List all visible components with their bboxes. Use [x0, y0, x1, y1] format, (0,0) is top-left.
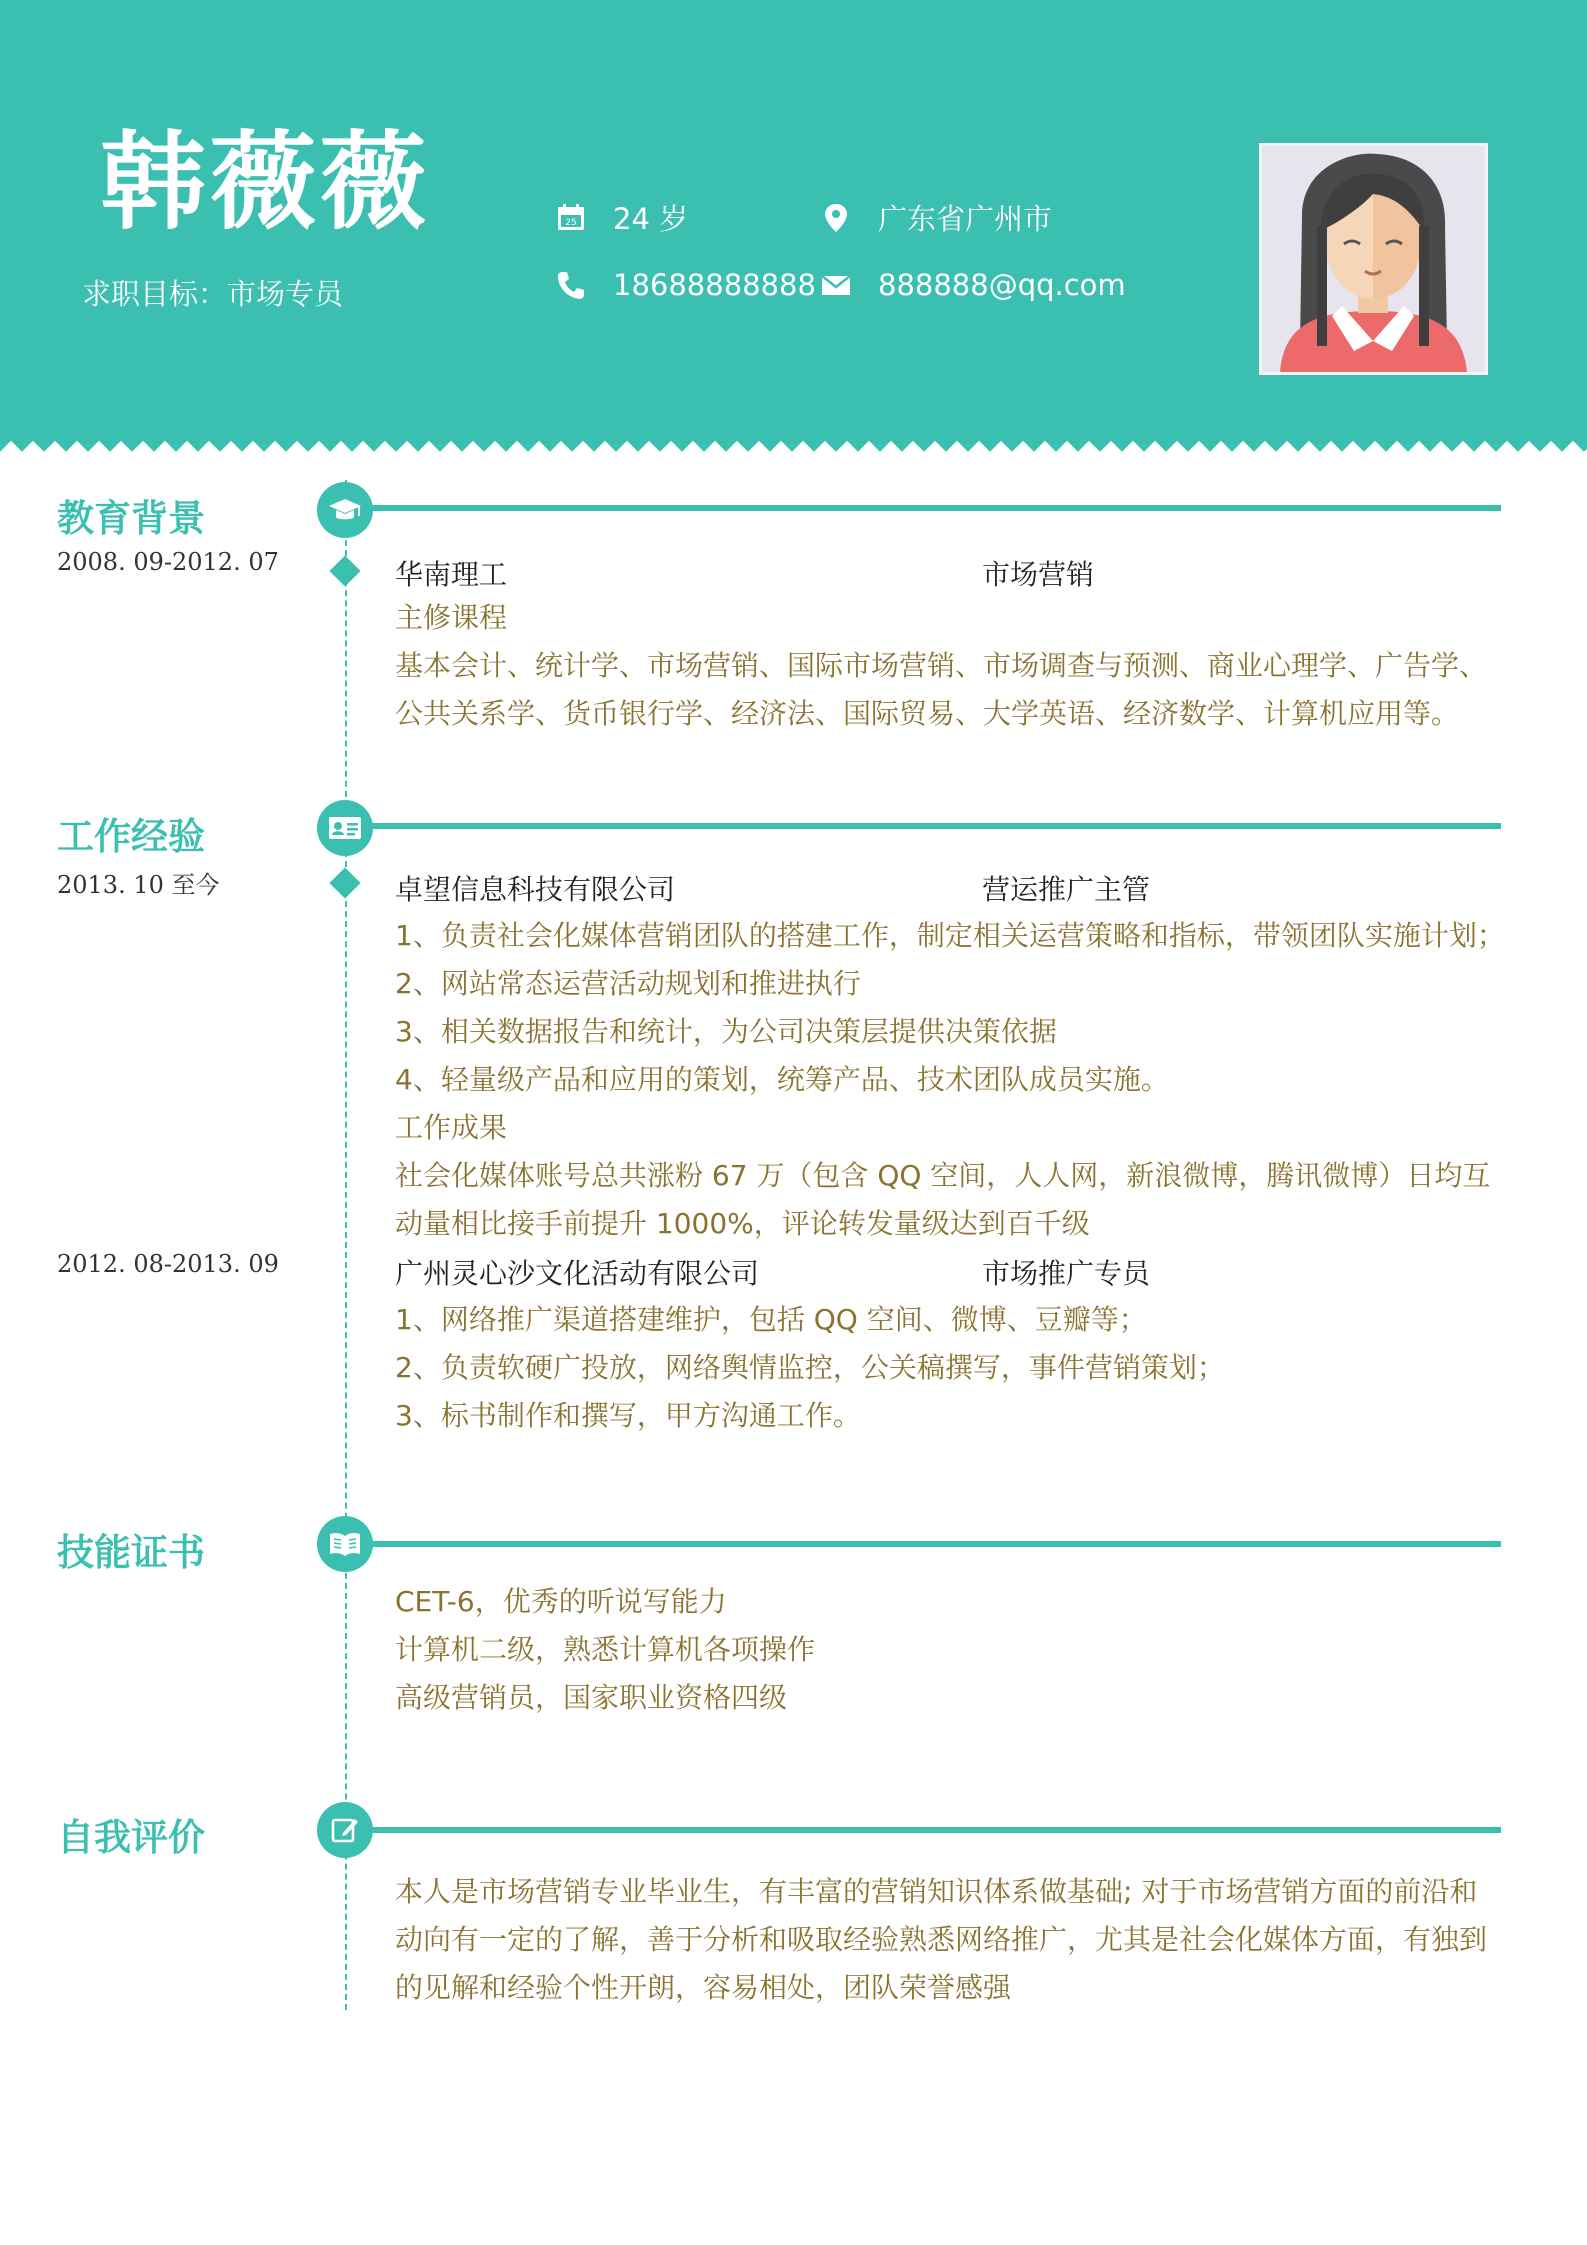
envelope-icon [820, 269, 852, 301]
timeline-line [345, 480, 347, 2010]
email-text: 888888@qq.com [878, 268, 1126, 302]
header-zigzag-edge [0, 430, 1587, 452]
graduation-cap-icon [317, 482, 373, 538]
section-divider-skills [366, 1541, 1501, 1547]
courses-label: 主修课程 [395, 601, 508, 634]
section-divider-work [366, 823, 1501, 829]
location-text: 广东省广州市 [878, 202, 1053, 236]
results-label: 工作成果 [395, 1111, 508, 1144]
section-title-education: 教育背景 [57, 497, 205, 540]
job-date: 2013. 10 至今 [57, 871, 220, 899]
job-duty: 2、网站常态运营活动规划和推进执行 [395, 967, 861, 1000]
job-objective: 求职目标：市场专员 [82, 277, 344, 311]
svg-text:25: 25 [565, 217, 577, 228]
skill-item: 计算机二级，熟悉计算机各项操作 [395, 1633, 816, 1666]
job-position: 市场推广专员 [982, 1257, 1151, 1290]
job-date: 2012. 08-2013. 09 [57, 1250, 279, 1278]
company-name: 广州灵心沙文化活动有限公司 [395, 1257, 760, 1290]
job-duty: 3、相关数据报告和统计，为公司决策层提供决策依据 [395, 1015, 1057, 1048]
edit-icon [317, 1802, 373, 1858]
education-date: 2008. 09-2012. 07 [57, 548, 279, 576]
job-duty: 2、负责软硬广投放，网络舆情监控，公关稿撰写，事件营销策划； [395, 1351, 1225, 1384]
candidate-name: 韩薇薇 [100, 121, 430, 244]
email-info [820, 268, 1126, 302]
phone-info [555, 268, 816, 302]
results-text: 社会化媒体账号总共涨粉 67 万（包含 QQ 空间，人人网，新浪微博，腾讯微博）日均互动量相比接手前提升 1000%，评论转发量级达到百千级 [395, 1159, 1491, 1240]
age-info [555, 197, 688, 238]
skill-item: 高级营销员，国家职业资格四级 [395, 1681, 788, 1714]
timeline-marker [329, 867, 360, 898]
book-icon [317, 1516, 373, 1572]
phone-icon [555, 269, 587, 301]
section-title-self: 自我评价 [57, 1816, 205, 1859]
section-title-work: 工作经验 [57, 815, 205, 858]
calendar-icon [555, 202, 587, 234]
job-duty: 4、轻量级产品和应用的策划，统筹产品、技术团队成员实施。 [395, 1063, 1169, 1096]
location-info [820, 197, 1052, 238]
id-card-icon [317, 800, 373, 856]
phone-text: 18688888888 [613, 268, 816, 302]
self-evaluation-text: 本人是市场营销专业毕业生，有丰富的营销知识体系做基础; 对于市场营销方面的前沿和动向有一定的了解，善于分析和吸取经验熟悉网络推广，尤其是社会化媒体方面，有独到的见解和经验个性开朗，容易相处，团队荣誉感强 [395, 1875, 1488, 2004]
job-duty: 1、负责社会化媒体营销团队的搭建工作，制定相关运营策略和指标，带领团队实施计划； [395, 919, 1505, 952]
major-name: 市场营销 [982, 558, 1095, 591]
job-duty: 1、网络推广渠道搭建维护，包括 QQ 空间、微博、豆瓣等； [395, 1303, 1147, 1336]
location-pin-icon [820, 202, 852, 234]
age-text: 24 岁 [613, 202, 689, 236]
job-position: 营运推广主管 [982, 873, 1151, 906]
timeline-marker [329, 555, 360, 586]
section-divider-self [366, 1827, 1501, 1833]
company-name: 卓望信息科技有限公司 [395, 873, 676, 906]
school-name: 华南理工 [395, 558, 508, 591]
job-duty: 3、标书制作和撰写，甲方沟通工作。 [395, 1399, 861, 1432]
avatar [1259, 143, 1488, 375]
courses-text: 基本会计、统计学、市场营销、国际市场营销、市场调查与预测、商业心理学、广告学、公共关系学、货币银行学、经济法、国际贸易、大学英语、经济数学、计算机应用等。 [395, 649, 1488, 730]
section-title-skills: 技能证书 [57, 1531, 205, 1574]
section-divider-education [366, 505, 1501, 511]
skill-item: CET-6，优秀的听说写能力 [395, 1585, 727, 1618]
